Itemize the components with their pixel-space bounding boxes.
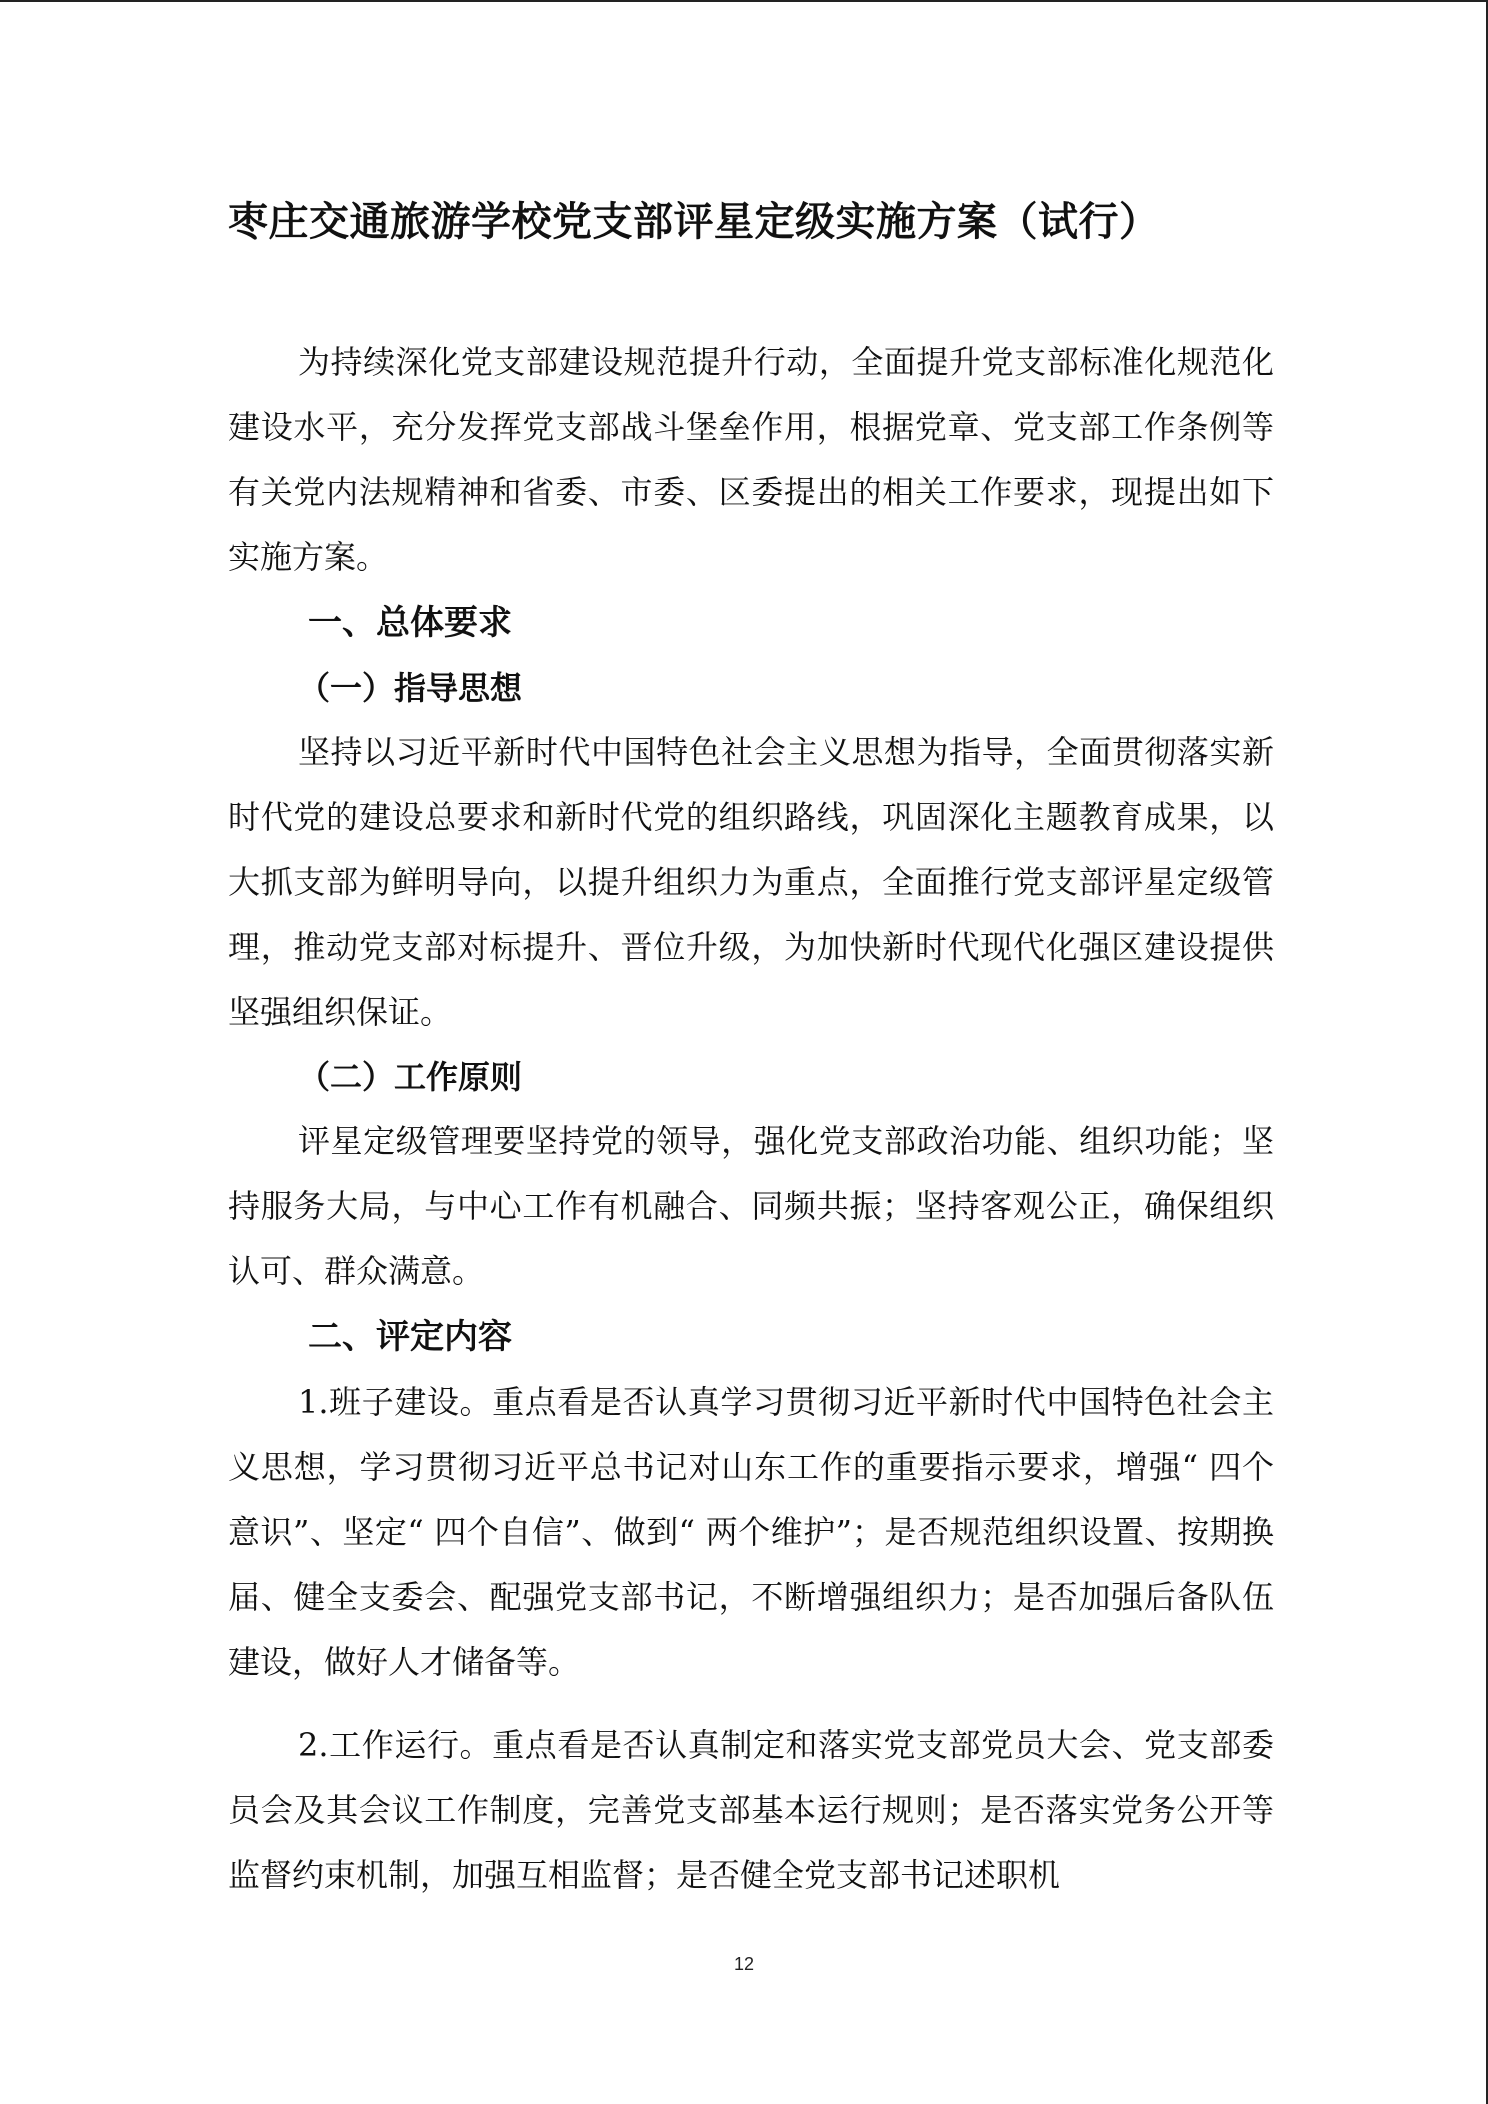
document-body <box>228 330 1274 1908</box>
document-title: 枣庄交通旅游学校党支部评星定级实施方案（试行） <box>228 199 1160 245</box>
item-team-building-paragraph: 1.班子建设。重点看是否认真学习贯彻习近平新时代中国特色社会主义思想，学习贯彻习近平总书记对山东工作的重要指示要求，增强“ 四个意识”、坚定“ 四个自信”、做到“ 两个维护”；是否规范组织设置、按期换届、健全支委会、配强党支部书记，不断增强组织力；是否加强后备队伍建设，做好人才储备等。 <box>228 1383 1274 1681</box>
subsection-heading-guiding-ideology: （一）指导思想 <box>298 669 523 707</box>
subsection-heading-working-principles: （二）工作原则 <box>298 1058 523 1096</box>
page-number: 12 <box>733 1954 755 1974</box>
section-heading-general-requirements: 一、总体要求 <box>308 603 512 643</box>
item-work-operation-paragraph: 2.工作运行。重点看是否认真制定和落实党支部党员大会、党支部委员会及其会议工作制度，完善党支部基本运行规则；是否落实党务公开等监督约束机制，加强互相监督；是否健全党支部书记述职机 <box>228 1726 1274 1894</box>
guiding-ideology-paragraph: 坚持以习近平新时代中国特色社会主义思想为指导，全面贯彻落实新时代党的建设总要求和新时代党的组织路线，巩固深化主题教育成果，以大抓支部为鲜明导向，以提升组织力为重点，全面推行党支部评星定级管理，推动党支部对标提升、晋位升级，为加快新时代现代化强区建设提供坚强组织保证。 <box>228 733 1274 1031</box>
working-principles-paragraph: 评星定级管理要坚持党的领导，强化党支部政治功能、组织功能；坚持服务大局，与中心工作有机融合、同频共振；坚持客观公正，确保组织认可、群众满意。 <box>228 1122 1274 1290</box>
intro-paragraph: 为持续深化党支部建设规范提升行动，全面提升党支部标准化规范化建设水平，充分发挥党支部战斗堡垒作用，根据党章、党支部工作条例等有关党内法规精神和省委、市委、区委提出的相关工作要求，现提出如下实施方案。 <box>228 343 1274 576</box>
section-heading-evaluation-content: 二、评定内容 <box>308 1317 512 1357</box>
